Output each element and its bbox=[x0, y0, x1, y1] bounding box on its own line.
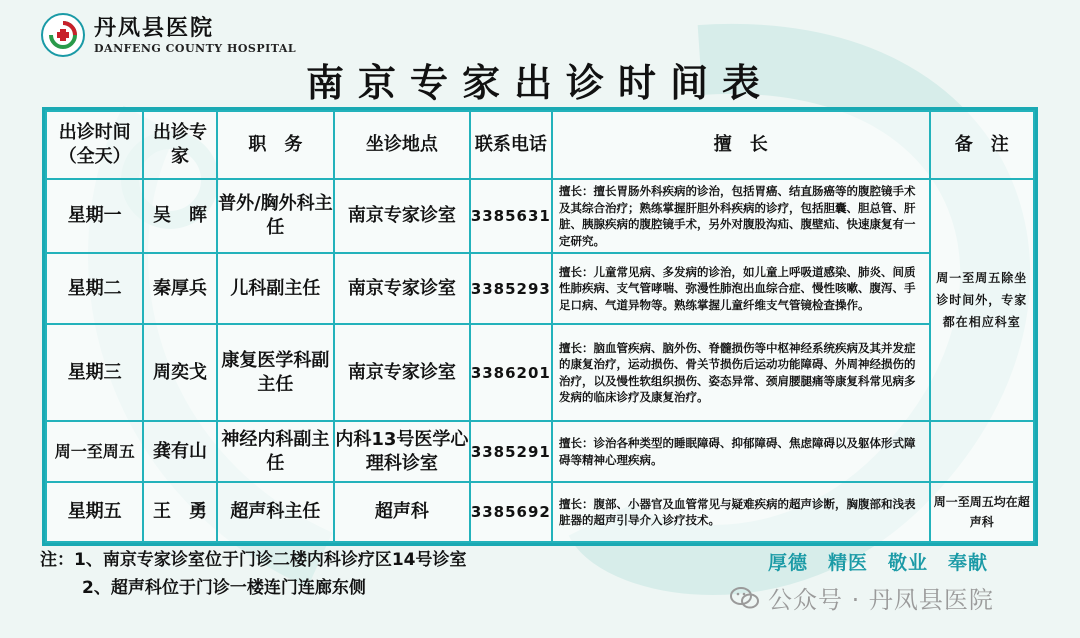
header-note: 备 注 bbox=[930, 111, 1034, 179]
wechat-icon bbox=[730, 586, 760, 610]
table-row bbox=[46, 421, 1034, 482]
cell-position: 儿科副主任 bbox=[217, 253, 334, 324]
header-specialty: 擅 长 bbox=[552, 111, 930, 179]
hospital-motto: 厚德 精医 敬业 奉献 bbox=[768, 552, 989, 574]
header-phone: 联系电话 bbox=[470, 111, 552, 179]
cell-position: 康复医学科副主任 bbox=[217, 324, 334, 421]
cell-specialty: 擅长：腹部、小器官及血管常见与疑难疾病的超声诊断，胸腹部和浅表脏器的超声引导介入诊疗技术。 bbox=[552, 482, 930, 542]
cell-phone: 3385293 bbox=[470, 253, 552, 324]
cell-day: 星期二 bbox=[46, 253, 143, 324]
cell-expert: 吴 晖 bbox=[143, 179, 216, 253]
cell-specialty: 擅长：脑血管疾病、脑外伤、脊髓损伤等中枢神经系统疾病及其并发症的康复治疗，运动损伤、骨关节损伤后运动功能障碍、外周神经损伤的治疗，以及慢性软组织损伤、姿态异常、颈肩腰腿痛等康复科常见病多发病的临床诊疗及康复治疗。 bbox=[552, 324, 930, 421]
cell-location: 南京专家诊室 bbox=[334, 253, 470, 324]
footnote-line-2: 2、超声科位于门诊一楼连门连廊东侧 bbox=[82, 578, 366, 598]
cell-note: 周一至周五除坐诊时间外，专家都在相应科室 bbox=[930, 179, 1034, 421]
cell-expert: 秦厚兵 bbox=[143, 253, 216, 324]
header-location: 坐诊地点 bbox=[334, 111, 470, 179]
cell-expert: 周奕戈 bbox=[143, 324, 216, 421]
cell-note: 周一至周五均在超声科 bbox=[930, 482, 1034, 542]
table-row bbox=[46, 253, 1034, 324]
cell-location: 超声科 bbox=[334, 482, 470, 542]
table-header-row bbox=[46, 111, 1034, 179]
cell-expert: 龚有山 bbox=[143, 421, 216, 482]
cell-phone: 3385692 bbox=[470, 482, 552, 542]
cell-day: 星期三 bbox=[46, 324, 143, 421]
cell-day: 星期一 bbox=[46, 179, 143, 253]
hospital-name-cn: 丹凤县医院 bbox=[94, 15, 215, 41]
header-expert: 出诊专家 bbox=[143, 111, 216, 179]
cell-location: 内科13号医学心理科诊室 bbox=[334, 421, 470, 482]
header-time: 出诊时间（全天） bbox=[46, 111, 143, 179]
cell-specialty: 擅长：儿童常见病、多发病的诊治，如儿童上呼吸道感染、肺炎、间质性肺疾病、支气管哮喘、弥漫性肺泡出血综合症、慢性咳嗽、腹泻、手足口病、气道异物等。熟练掌握儿童纤维支气管镜检查操作。 bbox=[552, 253, 930, 324]
table-row bbox=[46, 179, 1034, 253]
cell-phone: 3386201 bbox=[470, 324, 552, 421]
footnotes bbox=[40, 546, 467, 602]
cell-day: 星期五 bbox=[46, 482, 143, 542]
cell-specialty: 擅长：诊治各种类型的睡眠障碍、抑郁障碍、焦虑障碍以及躯体形式障碍等精神心理疾病。 bbox=[552, 421, 930, 482]
header-position: 职 务 bbox=[217, 111, 334, 179]
cell-day: 周一至周五 bbox=[46, 421, 143, 482]
page-title: 南京专家出诊时间表 bbox=[305, 61, 774, 105]
footnote-line-1: 注：1、南京专家诊室位于门诊二楼内科诊疗区14号诊室 bbox=[40, 550, 467, 570]
cell-specialty: 擅长：擅长胃肠外科疾病的诊治，包括胃癌、结直肠癌等的腹腔镜手术及其综合治疗；熟练掌握肝胆外科疾病的诊疗，包括胆囊、胆总管、肝脏、胰腺疾病的腹腔镜手术，另外对腹股沟疝、腹壁疝、快速康复有一定研究。 bbox=[552, 179, 930, 253]
cell-location: 南京专家诊室 bbox=[334, 179, 470, 253]
cell-position: 神经内科副主任 bbox=[217, 421, 334, 482]
cell-position: 普外/胸外科主任 bbox=[217, 179, 334, 253]
hospital-name-en: DANFENG COUNTY HOSPITAL bbox=[94, 41, 297, 55]
cell-position: 超声科主任 bbox=[217, 482, 334, 542]
cell-phone: 3385291 bbox=[470, 421, 552, 482]
schedule-table bbox=[45, 110, 1035, 543]
cell-phone: 3385631 bbox=[470, 179, 552, 253]
table-row bbox=[46, 482, 1034, 542]
table-row bbox=[46, 324, 1034, 421]
wechat-watermark bbox=[730, 580, 994, 615]
cell-note-empty bbox=[930, 421, 1034, 482]
cell-location: 南京专家诊室 bbox=[334, 324, 470, 421]
cell-expert: 王 勇 bbox=[143, 482, 216, 542]
wechat-account-label: 公众号 · 丹凤县医院 bbox=[768, 586, 994, 614]
schedule-table-wrapper bbox=[42, 107, 1038, 546]
